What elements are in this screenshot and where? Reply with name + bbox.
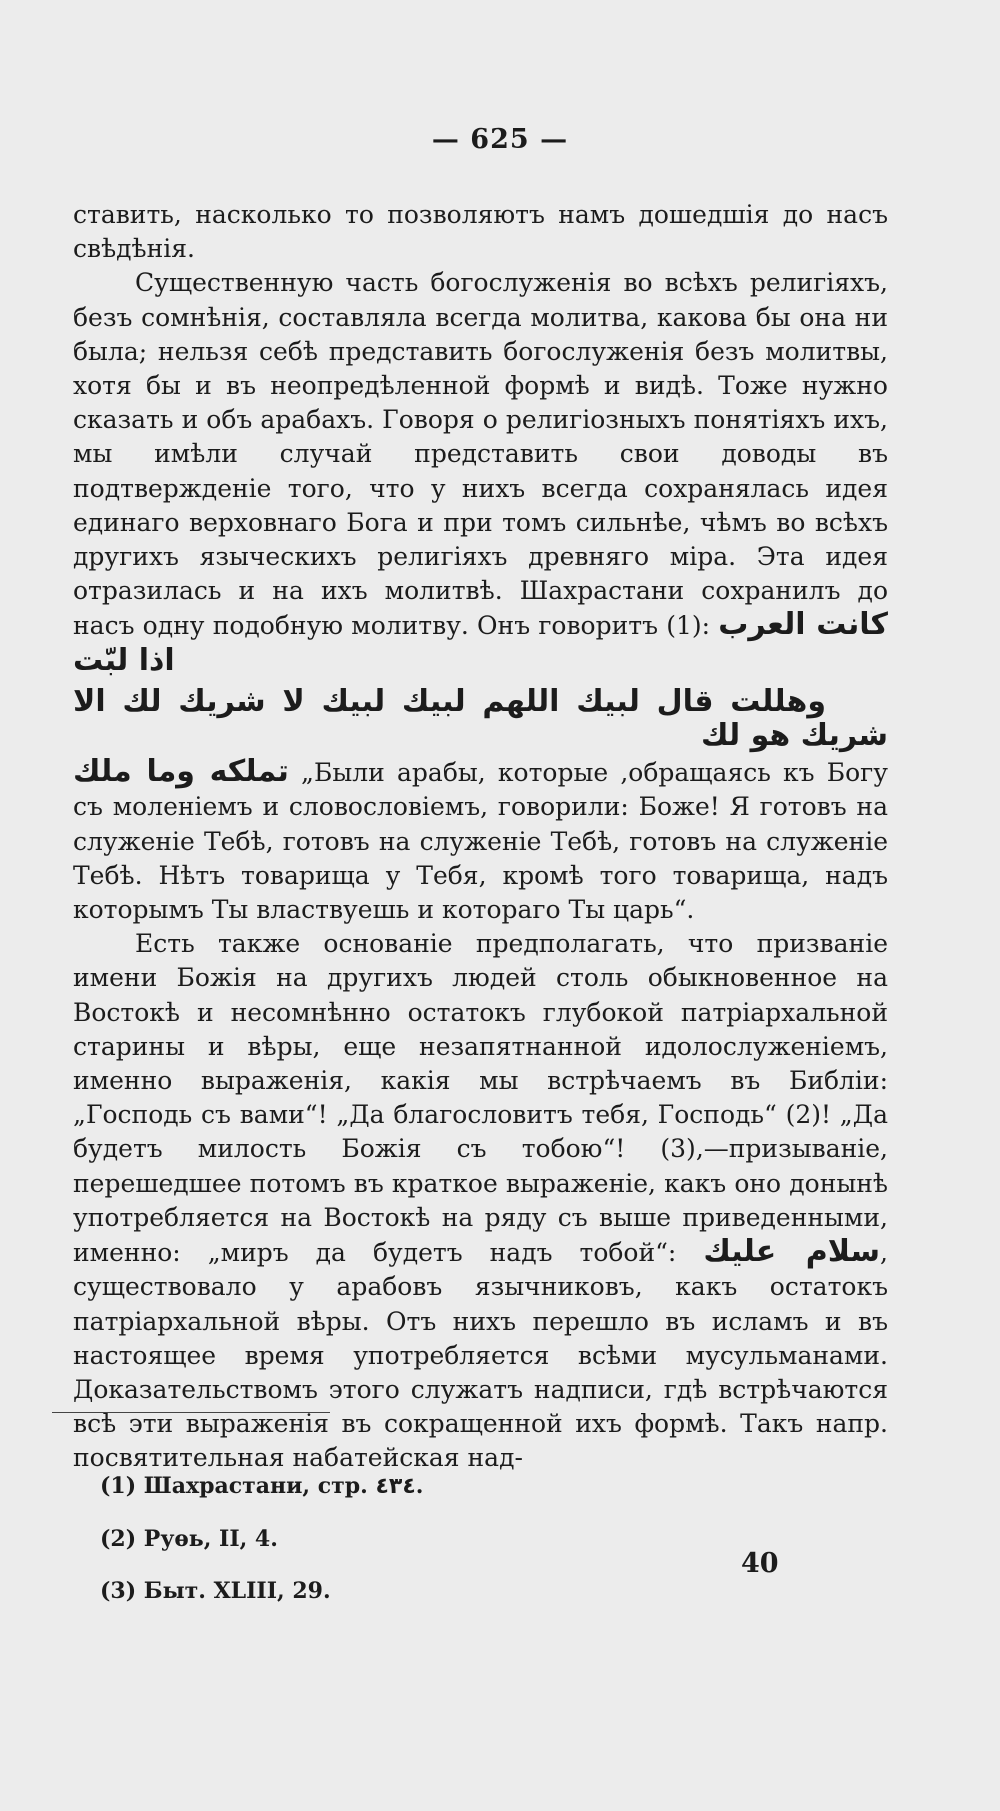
footnote-3: [100, 1565, 600, 1617]
paragraph-1: ставить, насколько то позволяютъ намъ дошедшія до насъ свѣдѣнія.: [73, 200, 888, 264]
arabic-phrase-3: تملكه وما ملك: [73, 754, 289, 790]
paragraph-3-part-c: ,—призываніе, перешедшее потомъ въ краткое выраженіе, какъ оно донынѣ употребляется на Востокѣ на ряду съ выше приведенными, именно: „миръ да будетъ надъ тобой“:: [73, 1134, 888, 1268]
signature-mark: 40: [741, 1548, 779, 1579]
paragraph-3-part-b: ! „Да будетъ милость Божія съ тобою“!: [73, 1100, 888, 1164]
footnotes: [100, 1460, 600, 1617]
prayer-translation: „Были арабы, которые ,обращаясь къ Богу съ моленіемъ и словословіемъ, говорили: Боже! Я готовъ на служеніе Тебѣ, готовъ на служеніе Тебѣ, готовъ на служеніе Тебѣ. Нѣтъ товарища у Тебя, кромѣ того товарища, надъ которымъ Ты властвуешь и котораго Ты царь“.: [73, 758, 888, 925]
main-text: [73, 198, 888, 1476]
paragraph-2: [73, 266, 888, 927]
footnote-2-mark: (2): [100, 1526, 137, 1552]
footnote-3-text: Быт. XLIII, 29.: [136, 1578, 331, 1604]
paragraph-3: [73, 927, 888, 1475]
paragraph-3-part-a: Есть также основаніе предполагать, что призваніе имени Божія на другихъ людей столь обыкновенное на Востокѣ и несомнѣнно остатокъ глубокой патріархальной старины и вѣры, еще незапятнанной идолослуженіемъ, именно выраженія, какія мы встрѣчаемъ въ Библіи: „Господь съ вами“! „Да благословитъ тебя, Господь“: [73, 929, 888, 1130]
footnote-2: [100, 1513, 600, 1565]
footnote-ref-3: (3): [660, 1134, 696, 1164]
footnote-ref-1: (1): [666, 611, 702, 641]
arabic-phrase-2: وهللت قال لبيك اللهم لبيك لبيك لا شريك لك الا شريك هو لك: [73, 683, 888, 754]
footnote-divider: [52, 1412, 330, 1413]
arabic-salam: سلام عليك: [703, 1234, 881, 1270]
paragraph-2-text: Существенную часть богослуженія во всѣхъ религіяхъ, безъ сомнѣнія, составляла всегда молитва, какова бы она ни была; нельзя себѣ представить богослуженія безъ молитвы, хотя бы и въ неопредѣленной формѣ и видѣ. Тоже нужно сказать и объ арабахъ. Говоря о религіозныхъ понятіяхъ ихъ, мы имѣли случай представить свои доводы въ подтвержденіе того, что у нихъ всегда сохранялась идея единаго верховнаго Бога и при томъ сильнѣе, чѣмъ во всѣхъ другихъ языческихъ религіяхъ древняго міра. Эта идея отразилась и на ихъ молитвѣ. Шахрастани сохранилъ до насъ одну подобную молитву. Онъ говоритъ: [73, 268, 888, 641]
arabic-phrase-1: كانت العرب اذا لبّت: [73, 607, 889, 678]
footnote-2-text: Руѳь, II, 4.: [136, 1526, 278, 1552]
footnote-1-mark: (1): [100, 1473, 137, 1499]
page-number-header: — 625 —: [431, 124, 569, 155]
footnote-3-mark: (3): [100, 1578, 137, 1604]
footnote-1-arabic-number: ٤٣٤: [375, 1474, 416, 1499]
footnote-1-tail: .: [415, 1473, 424, 1499]
paragraph-3-part-d: , существовало у арабовъ язычниковъ, какъ остатокъ патріархальной вѣры. Отъ нихъ перешло въ исламъ и въ настоящее время употребляется всѣми мусульманами. Доказательствомъ этого служатъ надписи, гдѣ встрѣчаются всѣ эти выраженія въ сокращенной ихъ формѣ. Такъ напр. посвятительная набатейская над-: [73, 1238, 888, 1473]
colon: :: [701, 611, 719, 641]
footnote-ref-2: (2): [785, 1100, 821, 1130]
footnote-1-text: Шахрастани, стр.: [136, 1473, 376, 1499]
footnote-1: [100, 1460, 600, 1513]
